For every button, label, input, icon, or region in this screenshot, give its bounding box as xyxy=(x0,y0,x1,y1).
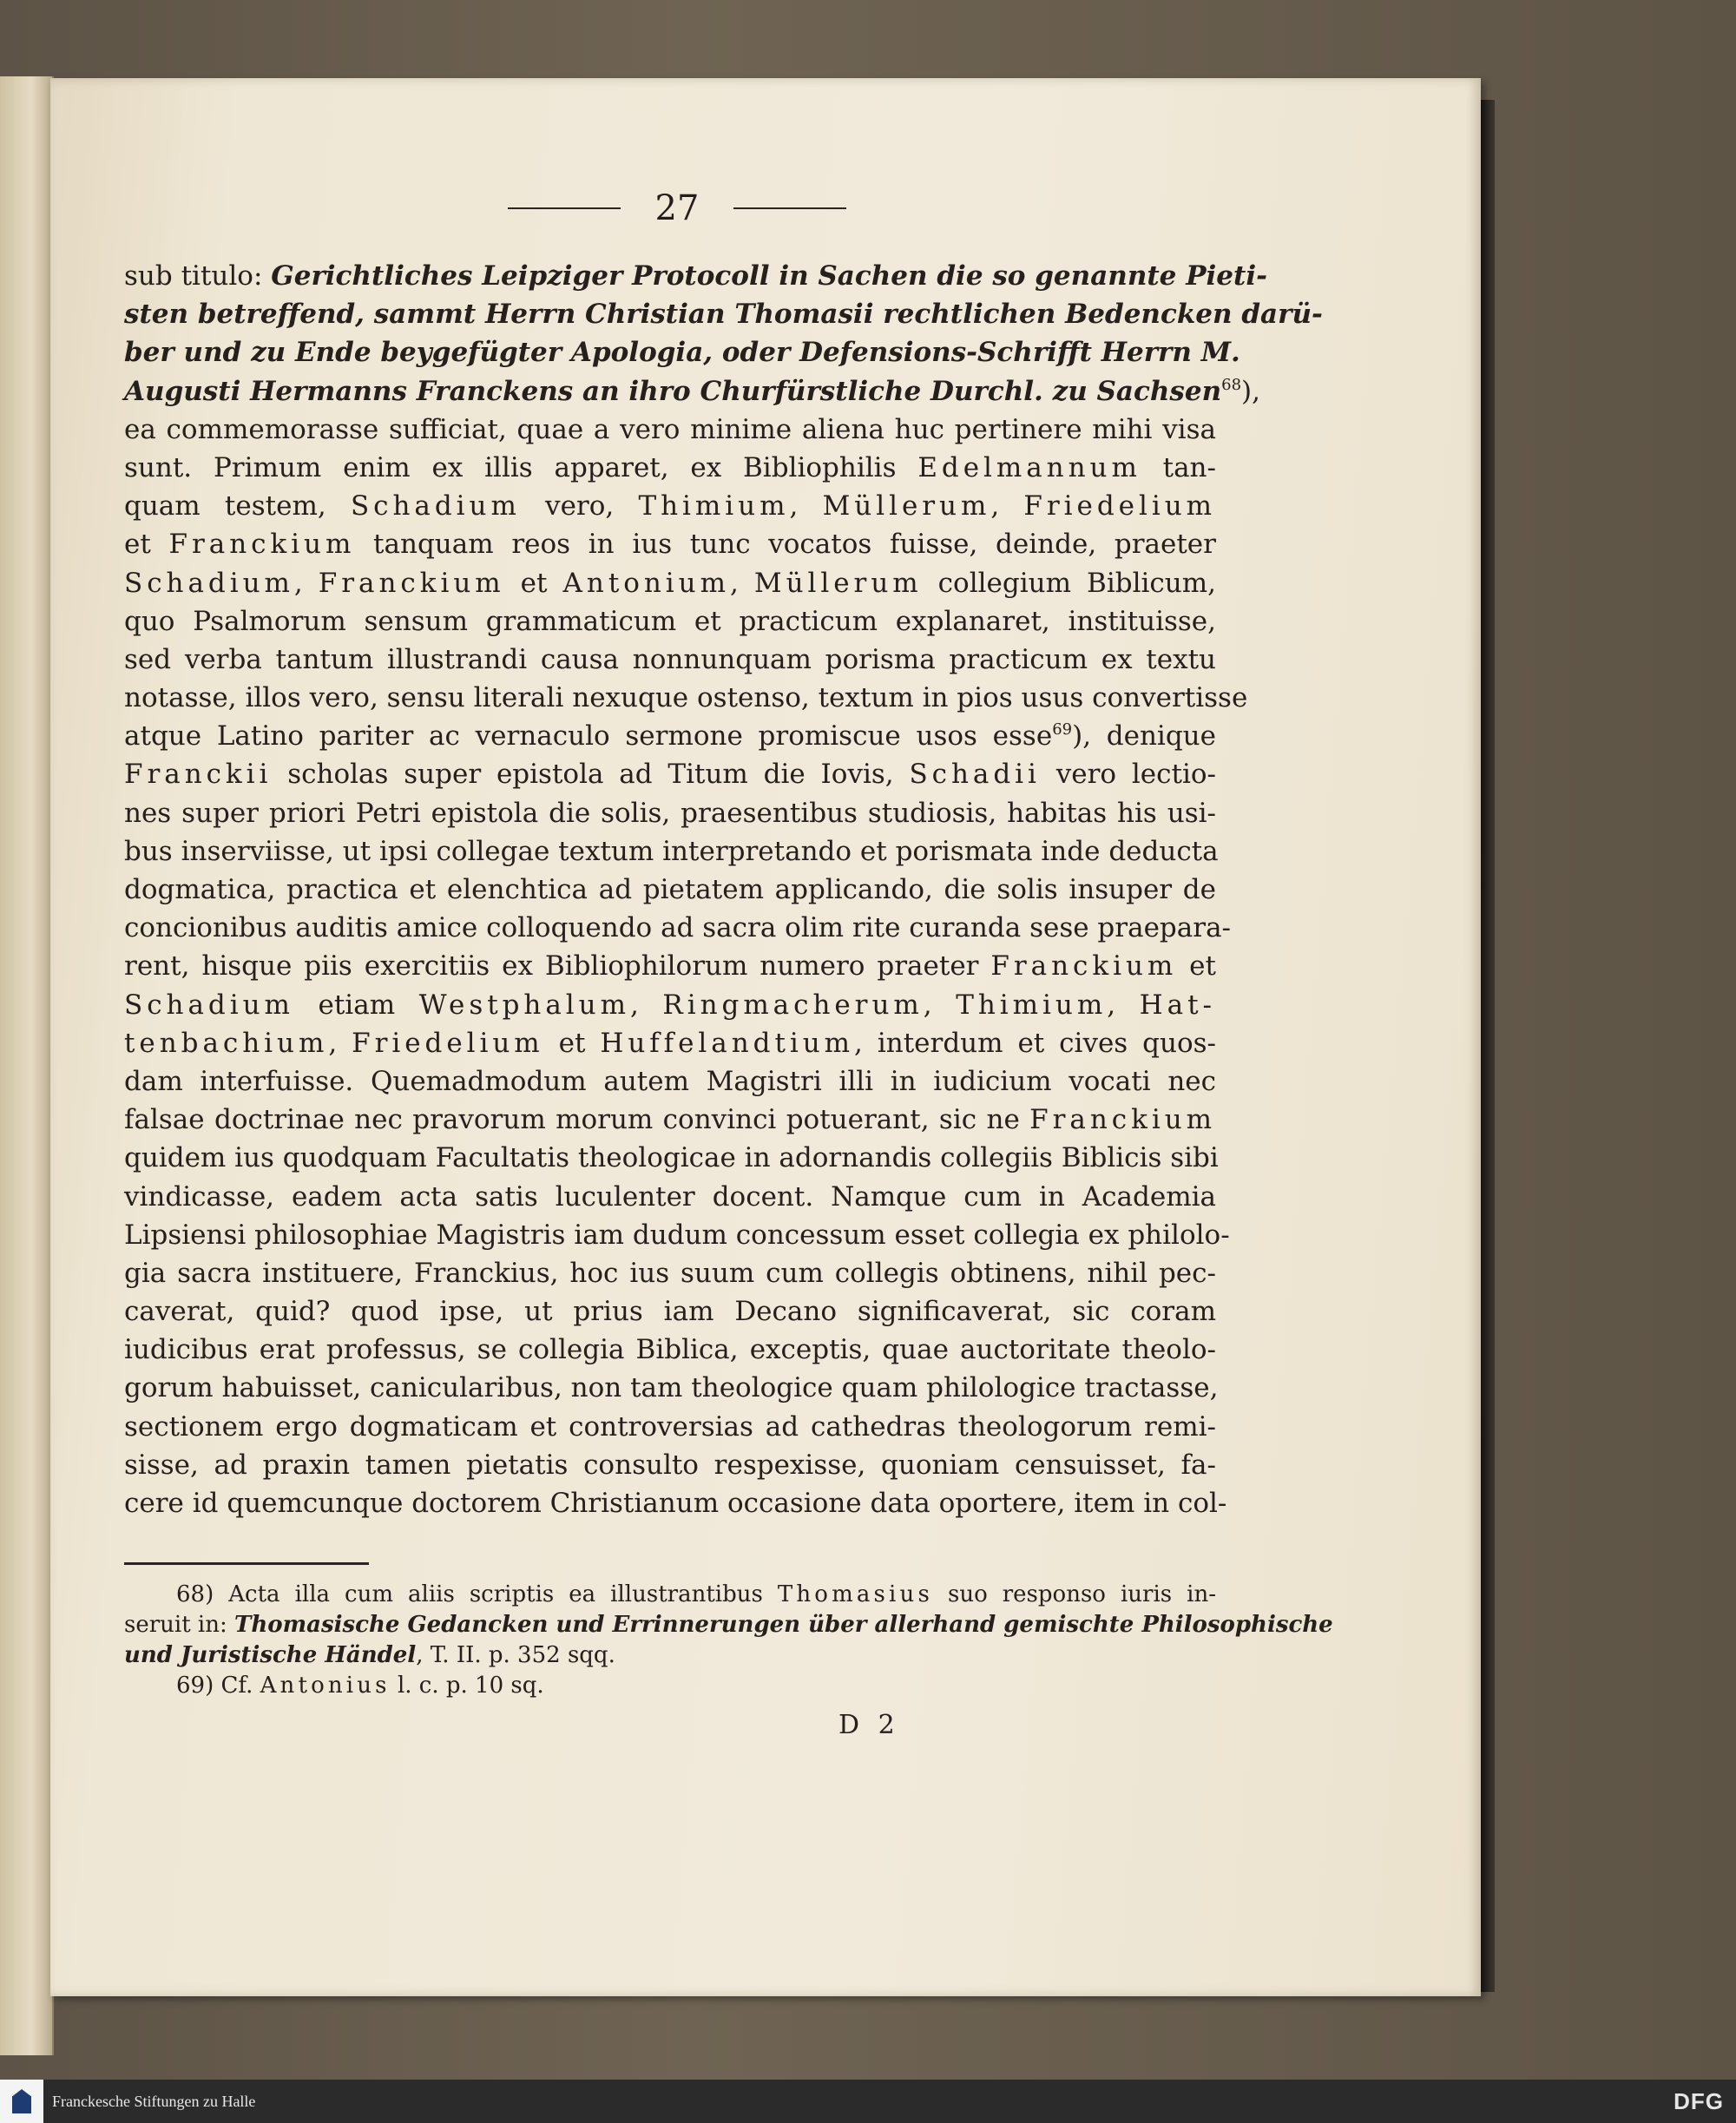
text-line: quo Psalmorum sensum grammaticum et practicum explanaret, instituisse, xyxy=(124,605,1216,637)
text-line: dam interfuisse. Quemadmodum autem Magistri illi in iudicium vocati nec xyxy=(124,1065,1216,1097)
text-line: sub titulo: Gerichtliches Leipziger Protocoll in Sachen die so genannte Pieti- xyxy=(124,260,1267,292)
viewer-footer xyxy=(0,2080,1736,2123)
text-line: Franckii scholas super epistola ad Titum die Iovis, Schadii vero lectio- xyxy=(124,759,1216,791)
footnote-line: 69) Cf. Antonius l. c. p. 10 sq. xyxy=(176,1673,544,1699)
footnote-line: und Juristische Händel, T. II. p. 352 sqq. xyxy=(124,1642,615,1668)
text-line: gorum habuisset, canicularibus, non tam theologice quam philologice tractasse, xyxy=(124,1372,1219,1404)
text-line: Lipsiensi philosophiae Magistris iam dudum concessum esset collegia ex philolo- xyxy=(124,1219,1230,1251)
text-line: sectionem ergo dogmaticam et controversias ad cathedras theologorum remi- xyxy=(124,1410,1216,1443)
text-line: iudicibus erat professus, se collegia Biblica, exceptis, quae auctoritate theolo- xyxy=(124,1334,1216,1366)
text-line: tenbachium, Friedelium et Huffelandtium, interdum et cives quos- xyxy=(124,1027,1216,1059)
footnotes xyxy=(124,1580,1333,1701)
text-line: dogmatica, practica et elenchtica ad pietatem applicando, die solis insuper de xyxy=(124,874,1216,905)
text-line: atque Latino pariter ac vernaculo sermone promiscue usos esse$^{69}$), denique xyxy=(124,720,1216,753)
text-line: sed verba tantum illustrandi causa nonnunquam porisma practicum ex textu xyxy=(124,643,1216,675)
header-rule-right xyxy=(733,207,846,209)
dfg-badge[interactable]: DFG xyxy=(1674,2088,1724,2114)
institution-logo-icon[interactable] xyxy=(0,2080,43,2123)
signature-mark: D 2 xyxy=(838,1710,900,1740)
header-rule-left xyxy=(508,207,621,209)
text-line: bus inserviisse, ut ipsi collegae textum interpretando et porismata inde deducta xyxy=(124,835,1219,867)
text-line: rent, hisque piis exercitiis ex Bibliophilorum numero praeter Franckium et xyxy=(124,950,1216,983)
text-line: notasse, illos vero, sensu literali nexuque ostenso, textum in pios usus convertisse xyxy=(124,682,1248,714)
page-header xyxy=(486,182,868,234)
footnote-rule xyxy=(124,1562,369,1565)
text-line: et Franckium tanquam reos in ius tunc vocatos fuisse, deinde, praeter xyxy=(124,529,1216,561)
text-line: gia sacra instituere, Franckius, hoc ius suum cum collegis obtinens, nihil pec- xyxy=(124,1257,1216,1289)
text-line: Schadium etiam Westphalum, Ringmacherum, Thimium, Hat- xyxy=(124,989,1216,1021)
left-page-edge xyxy=(0,76,54,2055)
text-line: sunt. Primum enim ex illis apparet, ex Bibliophilis Edelmannum tan- xyxy=(124,451,1216,483)
text-line: ber und zu Ende beygefügter Apologia, oder Defensions-Schrifft Herrn M. xyxy=(124,337,1240,369)
text-line: sten betreffend, sammt Herrn Christian Thomasii rechtlichen Bedencken darü- xyxy=(124,299,1323,331)
text-line: falsae doctrinae nec pravorum morum convinci potuerant, sic ne Franckium xyxy=(124,1104,1216,1136)
text-line: nes super priori Petri epistola die solis, praesentibus studiosis, habitas his usi- xyxy=(124,797,1216,829)
text-line: cere id quemcunque doctorem Christianum occasione data oportere, item in col- xyxy=(124,1488,1227,1519)
text-line: sisse, ad praxin tamen pietatis consulto respexisse, quoniam censuisset, fa- xyxy=(124,1449,1216,1481)
text-line: Augusti Hermanns Franckens an ihro Churfürstliche Durchl. zu Sachsen$^{68}$ xyxy=(124,375,1242,407)
text-line: concionibus auditis amice colloquendo ad sacra olim rite curanda sese praepara- xyxy=(124,912,1232,944)
text-line: quam testem, Schadium vero, Thimium, Müllerum, Friedelium xyxy=(124,490,1216,523)
institution-label: Franckesche Stiftungen zu Halle xyxy=(52,2092,256,2110)
text-line: quidem ius quodquam Facultatis theologicae in adornandis collegiis Biblicis sibi xyxy=(124,1142,1219,1174)
footnote-line: seruit in: Thomasische Gedancken und Errinnerungen über allerhand gemischte Philosophische xyxy=(124,1612,1333,1638)
page-number: 27 xyxy=(654,188,700,228)
text-line: vindicasse, eadem acta satis luculenter docent. Namque cum in Academia xyxy=(124,1180,1216,1213)
text-line: caverat, quid? quod ipse, ut prius iam Decano significaverat, sic coram xyxy=(124,1296,1216,1328)
text-line: ea commemorasse sufficiat, quae a vero minime aliena huc pertinere mihi visa xyxy=(124,413,1216,445)
body-text xyxy=(124,257,1323,1522)
footnote-line: 68) Acta illa cum aliis scriptis ea illustrantibus Thomasius suo responso iuris in- xyxy=(176,1581,1216,1607)
text-line: Schadium, Franckium et Antonium, Müllerum collegium Biblicum, xyxy=(124,567,1216,599)
